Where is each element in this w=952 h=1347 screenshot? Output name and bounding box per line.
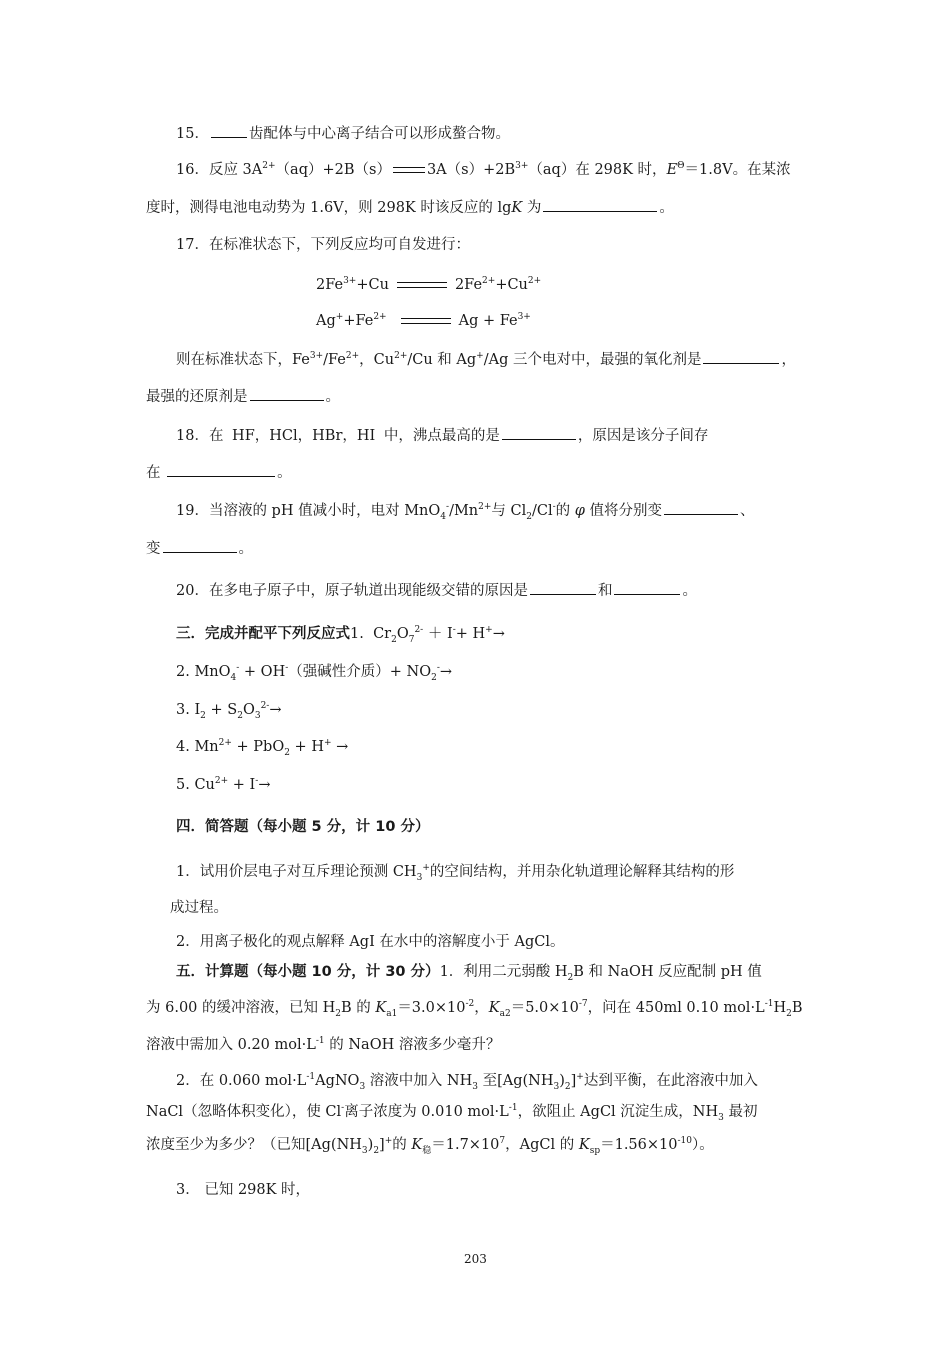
answer-blank[interactable] (614, 580, 680, 595)
superscript: 2- (260, 701, 270, 712)
text: 。 (238, 541, 253, 557)
text: 5. Cu (176, 777, 215, 793)
text: 2. MnO (176, 664, 231, 680)
text: → (492, 626, 505, 642)
text: 浓度至少为多少？（已知[Ag(NH (146, 1137, 362, 1153)
subscript: 2 (786, 1008, 792, 1019)
superscript: 2+ (262, 161, 276, 172)
subscript: 4 (440, 511, 447, 522)
text: AgNO (315, 1073, 360, 1089)
text: +Cu (495, 277, 528, 293)
superscript: - (446, 502, 450, 513)
text: 在 HF，HCl，HBr，HI 中，沸点最高的是 (208, 428, 500, 444)
text: 溶液中加入 NH (365, 1073, 473, 1089)
superscript: + (384, 1136, 393, 1147)
superscript: - (452, 625, 456, 636)
section-4-q1-cont: 成过程。 (170, 900, 228, 916)
superscript: - (552, 502, 556, 513)
text: NaCl（忽略体积变化），使 Cl (146, 1104, 342, 1120)
section-5-q2-line3 (146, 1135, 714, 1155)
superscript: 3+ (515, 161, 529, 172)
subscript: 2 (391, 634, 397, 645)
text: 。 (277, 465, 292, 481)
text: + OH (239, 664, 286, 680)
text: + H (455, 626, 486, 642)
superscript: -1 (508, 1103, 518, 1114)
text: ) (367, 1137, 374, 1153)
section-3-eq4 (176, 737, 348, 757)
question-number: 19． (176, 503, 209, 519)
text: ，原因是该分子间存 (577, 428, 709, 444)
superscript: 3+ (517, 312, 531, 323)
text: → (258, 777, 271, 793)
text: +Cu (356, 277, 389, 293)
text: ＋ I (427, 626, 453, 642)
subscript: 2 (526, 511, 532, 522)
text: 则在标准状态下，Fe (176, 352, 310, 368)
question-19-line2 (146, 538, 253, 559)
text: 的 (392, 1137, 412, 1153)
text: 变 (146, 541, 161, 557)
text: 1．试用价层电子对互斥理论预测 CH (176, 864, 417, 880)
text: 3. I (176, 702, 201, 718)
answer-blank[interactable] (543, 197, 657, 212)
section-3-eq5 (176, 775, 270, 795)
subscript: sp (589, 1145, 601, 1156)
ka-symbol: K (488, 1000, 500, 1016)
question-number: 17． (176, 237, 209, 253)
text: 。 (682, 583, 697, 599)
superscript: 7 (499, 1136, 506, 1147)
superscript: 2+ (527, 276, 542, 287)
text: /Cl (532, 503, 553, 519)
section-4-q2: 2．用离子极化的观点解释 AgI 在水中的溶解度小于 AgCl。 (176, 934, 565, 950)
text: 反应 3A (208, 162, 263, 178)
section-3-line1 (176, 624, 505, 644)
text: ，欲阻止 AgCl 沉淀生成，NH (517, 1104, 719, 1120)
question-number: 16． (176, 162, 209, 178)
section-5-q2-line1 (176, 1071, 758, 1091)
text: 当溶液的 pH 值减小时，电对 MnO (208, 503, 441, 519)
text: ， (781, 352, 796, 368)
text: B 和 NaOH 反应配制 pH 值 (573, 964, 762, 980)
question-15 (176, 123, 510, 144)
text: （强碱性介质）+ NO (288, 664, 432, 680)
text: → (269, 702, 282, 718)
text: 2．在 0.060 mol·L (176, 1073, 307, 1089)
phi-symbol: φ (574, 503, 585, 519)
text: 在 (146, 465, 161, 481)
subscript: 2 (567, 972, 574, 983)
subscript: 2 (431, 672, 437, 683)
question-20 (176, 580, 697, 601)
text: ＝3.0×10 (397, 1000, 466, 1016)
text: + S (205, 702, 238, 718)
text: ] (379, 1137, 385, 1153)
question-number: 18． (176, 428, 209, 444)
text: 的 (555, 503, 575, 519)
text: 2Fe (454, 277, 483, 293)
superscript: - (255, 776, 259, 787)
superscript: + (485, 625, 493, 636)
ksp-symbol: K (578, 1137, 590, 1153)
subscript: a2 (499, 1008, 511, 1019)
text: + H (289, 739, 324, 755)
superscript: 2+ (394, 351, 408, 362)
question-number: 15． (176, 126, 209, 142)
text: （aq）在 298K 时， (528, 162, 667, 178)
text: Cr (373, 626, 392, 642)
answer-blank[interactable] (530, 580, 596, 595)
text: ＝1.7×10 (431, 1137, 500, 1153)
superscript: 2+ (218, 738, 232, 749)
equals-sign-icon (401, 318, 451, 324)
superscript: 2+ (373, 312, 387, 323)
text: ，问在 450ml 0.10 mol·L (587, 1000, 765, 1016)
superscript: -7 (578, 999, 588, 1010)
section-3-eq2 (176, 662, 452, 682)
text: 与 Cl (491, 503, 527, 519)
subscript: 4 (230, 672, 237, 683)
text: → (331, 739, 349, 755)
text: 的空间结构，并用杂化轨道理论解释其结构的形 (429, 864, 735, 880)
subscript: 3 (359, 1081, 366, 1092)
reaction-1 (316, 275, 541, 295)
text: 在标准状态下，下列反应均可自发进行： (208, 237, 470, 253)
text: +Fe (343, 313, 374, 329)
text: /Mn (449, 503, 479, 519)
superscript: 3+ (343, 276, 357, 287)
question-17-line3 (176, 349, 796, 370)
text: ) (559, 1073, 565, 1089)
superscript: -1 (764, 999, 774, 1010)
text: ， (474, 1000, 489, 1016)
equals-sign-icon (397, 282, 447, 288)
superscript: -2 (465, 999, 475, 1010)
section-5-q1-line3 (146, 1035, 500, 1055)
ka-symbol: K (375, 1000, 387, 1016)
text: 离子浓度为 0.010 mol·L (344, 1104, 509, 1120)
subscript: 2 (237, 710, 243, 721)
text: ] (570, 1073, 577, 1089)
superscript: - (236, 663, 240, 674)
question-18-line2 (146, 462, 292, 483)
text: + I (228, 777, 256, 793)
section-5-line1 (176, 962, 762, 982)
text: → (439, 664, 453, 680)
text: 在多电子原子中，原子轨道出现能级交错的原因是 (208, 583, 528, 599)
question-number: 20． (176, 583, 209, 599)
text: 。 (659, 200, 674, 216)
superscript: 2+ (482, 276, 496, 287)
question-17-intro (176, 235, 470, 255)
text: Ag (316, 313, 336, 329)
superscript: -1 (306, 1072, 316, 1083)
subscript: 稳 (422, 1145, 432, 1156)
subscript: 2 (373, 1145, 380, 1156)
answer-blank[interactable] (664, 500, 738, 515)
text: 最初 (723, 1104, 758, 1120)
subscript: 2 (284, 747, 290, 758)
superscript: - (341, 1103, 345, 1114)
text: O (242, 702, 255, 718)
text: 3A（s）+2B (426, 162, 516, 178)
answer-blank[interactable] (703, 349, 779, 364)
page-number: 203 (464, 1252, 487, 1266)
text: 。 (325, 389, 340, 405)
section-5-q3: 3． 已知 298K 时， (176, 1182, 311, 1198)
text: ＝1.8V。在某浓 (684, 162, 791, 178)
section-3-eq3 (176, 700, 282, 720)
text: 至[Ag(NH (477, 1073, 554, 1089)
text: ＝1.56×10 (600, 1137, 678, 1153)
superscript: 2+ (478, 502, 492, 513)
text: H (773, 1000, 787, 1016)
subscript: 2 (564, 1081, 571, 1092)
answer-blank[interactable] (167, 462, 275, 477)
text: + PbO (231, 739, 285, 755)
text: 溶液中需加入 0.20 mol·L (146, 1037, 316, 1053)
subscript: 7 (408, 634, 415, 645)
text: 2Fe (316, 277, 344, 293)
question-text: 齿配体与中心离子结合可以形成螯合物。 (248, 126, 510, 142)
subscript: 2 (335, 1008, 341, 1019)
subscript: 3 (361, 1145, 368, 1156)
text: 值将分别变 (584, 503, 663, 519)
section-4-title: 四．简答题（每小题 5 分，计 10 分） (176, 819, 430, 835)
text: ，Cu (359, 352, 395, 368)
subscript: 3 (472, 1081, 478, 1092)
text: 为 6.00 的缓冲溶液，已知 H (146, 1000, 336, 1016)
superscript: Θ (677, 161, 685, 172)
subscript: 3 (553, 1081, 560, 1092)
question-16-line1 (176, 160, 791, 180)
text: 、 (740, 503, 755, 519)
subscript: 3 (254, 710, 261, 721)
superscript: + (476, 351, 484, 362)
k-stability-symbol: K (411, 1137, 423, 1153)
section-title: 三．完成并配平下列反应式 (176, 626, 350, 642)
text: 1. (350, 626, 364, 642)
superscript: 3+ (309, 351, 324, 362)
subscript: a1 (386, 1008, 398, 1019)
superscript: -10 (677, 1136, 692, 1147)
superscript: 2+ (345, 351, 360, 362)
text: 的 NaOH 溶液多少毫升？ (324, 1037, 501, 1053)
text: 和 (597, 583, 613, 599)
k-symbol: K (511, 200, 523, 216)
superscript: 2+ (214, 776, 229, 787)
answer-blank[interactable] (211, 123, 247, 138)
text: /Ag 三个电对中，最强的氧化剂是 (483, 352, 702, 368)
section-5-q2-line2 (146, 1102, 757, 1122)
text: 4. Mn (176, 739, 219, 755)
question-17-line4 (146, 386, 340, 407)
text: Ag + Fe (458, 313, 518, 329)
text: ＝5.0×10 (510, 1000, 579, 1016)
subscript: 2 (200, 710, 206, 721)
question-16-line2 (146, 197, 674, 218)
superscript: - (285, 663, 289, 674)
text: 为 (522, 200, 542, 216)
text: ，AgCl 的 (505, 1137, 579, 1153)
superscript: + (422, 863, 430, 874)
text: O (396, 626, 409, 642)
text: ）。 (691, 1137, 714, 1153)
emf-symbol: E (666, 162, 678, 178)
text: 1．利用二元弱酸 H (439, 964, 568, 980)
superscript: + (323, 738, 332, 749)
reaction-2 (316, 311, 531, 331)
section-4-q1 (176, 862, 734, 882)
superscript: 2- (414, 625, 424, 636)
question-18-line1 (176, 425, 708, 446)
equilibrium-arrow-icon (393, 165, 425, 175)
text: 达到平衡，在此溶液中加入 (583, 1073, 758, 1089)
text: B (791, 1000, 803, 1016)
section-5-q1-line2 (146, 998, 803, 1018)
text: B 的 (341, 1000, 376, 1016)
subscript: 3 (416, 872, 423, 883)
superscript: + (576, 1072, 584, 1083)
answer-blank[interactable] (502, 425, 576, 440)
superscript: + (335, 312, 344, 323)
text: 度时，测得电池电动势为 1.6V，则 298K 时该反应的 lg (146, 200, 512, 216)
answer-blank[interactable] (163, 538, 237, 553)
superscript: -1 (315, 1036, 325, 1047)
answer-blank[interactable] (250, 386, 324, 401)
text: /Fe (323, 352, 346, 368)
text: /Cu 和 Ag (407, 352, 477, 368)
subscript: 3 (718, 1112, 724, 1123)
question-19-line1 (176, 500, 755, 521)
section-title: 五．计算题（每小题 10 分，计 30 分） (176, 964, 440, 980)
text: （aq）+2B（s） (275, 162, 391, 178)
text: 最强的还原剂是 (146, 389, 248, 405)
superscript: - (436, 663, 440, 674)
